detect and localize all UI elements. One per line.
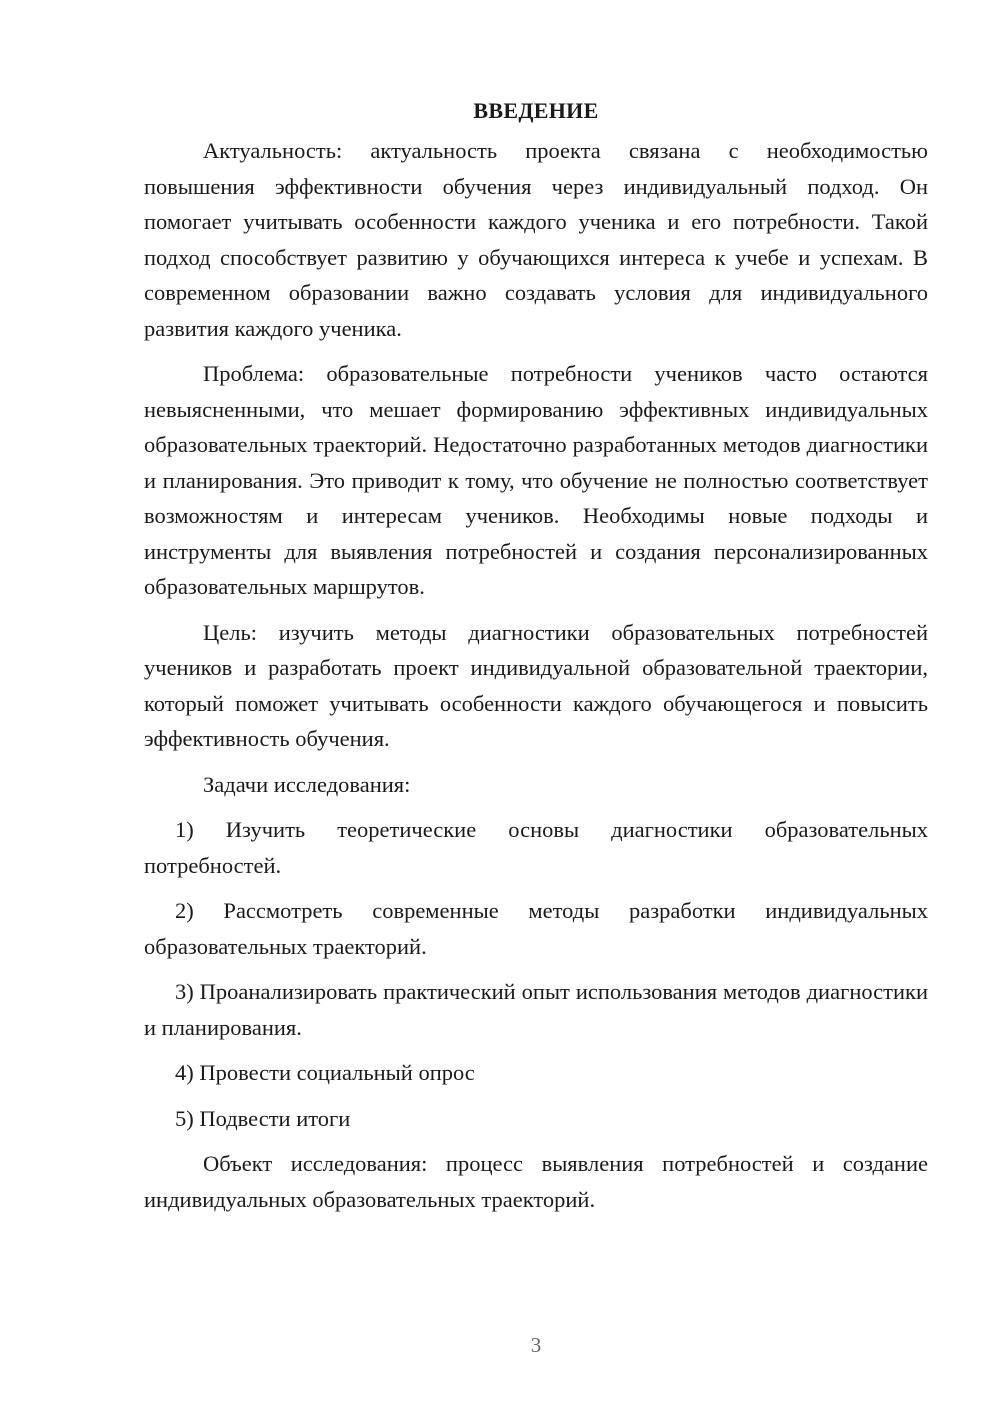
tasks-list <box>144 812 928 1136</box>
task-item-5: 5) Подвести итоги <box>175 1105 351 1131</box>
goal-paragraph: Цель: изучить методы диагностики образовательных потребностей учеников и разработать проект индивидуальной образовательной траектории, который поможет учитывать особенности каждого обучающегося и повысить эффективность обучения. <box>144 619 928 751</box>
document-body <box>144 93 928 1227</box>
tasks-heading: Задачи исследования: <box>203 771 411 797</box>
relevance-paragraph: Актуальность: актуальность проекта связана с необходимостью повышения эффективности обучения через индивидуальный подход. Он помогает учитывать особенности каждого ученика и его потребности. Такой подход способствует развитию у обучающихся интереса к учебе и успехам. В современном образовании важно создавать условия для индивидуального развития каждого ученика. <box>144 138 928 341</box>
page-number: 3 <box>530 1333 542 1357</box>
task-item-3: 3) Проанализировать практический опыт использования методов диагностики и планирования. <box>144 979 928 1040</box>
problem-paragraph: Проблема: образовательные потребности учеников часто остаются невыясненными, что мешает формированию эффективных индивидуальных образовательных траекторий. Недостаточно разработанных методов диагностики и планирования. Это приводит к тому, что обучение не полностью соответствует возможностям и интересам учеников. Необходимы новые подходы и инструменты для выявления потребностей и создания персонализированных образовательных маршрутов. <box>144 361 928 599</box>
task-item-1: 1) Изучить теоретические основы диагностики образовательных потребностей. <box>144 817 928 878</box>
task-item-4: 4) Провести социальный опрос <box>175 1060 475 1085</box>
section-title: ВВЕДЕНИЕ <box>473 98 599 123</box>
task-item-2: 2) Рассмотреть современные методы разработки индивидуальных образовательных траекторий. <box>144 898 928 959</box>
object-paragraph: Объект исследования: процесс выявления потребностей и создание индивидуальных образовательных траекторий. <box>144 1151 928 1212</box>
